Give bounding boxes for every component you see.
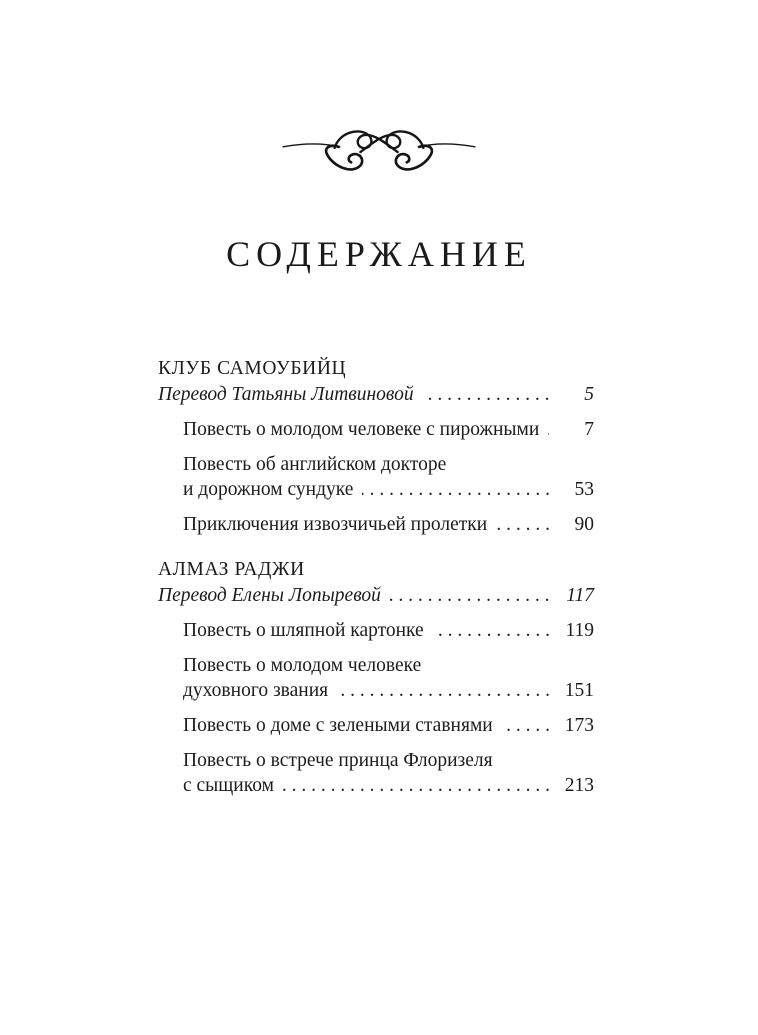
toc-entry [158,713,594,738]
dot-leader [362,477,550,502]
entry-title-line1: Повесть о встрече принца Флоризеля [183,750,493,771]
calligraphic-flourish-icon [281,126,477,178]
dot-leader [496,512,550,537]
translator-name: Перевод Елены Лопыревой [158,585,381,606]
toc-section-almaz-radzhi [158,557,594,798]
page-number: 117 [566,585,594,606]
page-number: 53 [574,479,594,500]
dot-leader [283,773,550,798]
dot-leader [423,382,550,407]
dot-leader [502,713,550,738]
entry-title-line2: духовного звания [183,680,329,701]
entry-title: Повесть о молодом человеке с пирожными [183,419,540,440]
ornament-row [0,0,758,178]
dot-leader [548,417,550,442]
toc-entry [158,653,594,703]
translator-name: Перевод Татьяны Литвиновой [158,384,414,405]
page-title: СОДЕРЖАНИЕ [226,234,532,274]
page-number: 151 [564,680,594,701]
translator-row [158,382,594,407]
toc-entry [158,512,594,537]
translator-row [158,583,594,608]
toc-section-klub-samoubiyts [158,356,594,537]
entry-title-line1: Повесть о молодом человеке [183,655,422,676]
page-number: 119 [565,620,594,641]
entry-title: Повесть о доме с зелеными ставнями [183,715,493,736]
toc-entry [158,618,594,643]
toc-entry [158,417,594,442]
page-number: 90 [574,514,594,535]
toc-entry [158,452,594,502]
section-heading: АЛМАЗ РАДЖИ [158,559,305,580]
dot-leader [433,618,550,643]
entry-title: Повесть о шляпной картонке [183,620,424,641]
toc-entry [158,748,594,798]
page-number: 213 [564,775,594,796]
dot-leader [337,678,550,703]
entry-title: Приключения извозчичьей пролетки [183,514,488,535]
page-number: 173 [564,715,594,736]
page-number: 7 [584,419,594,440]
toc-list [158,356,594,798]
entry-title-line2: с сыщиком [183,775,274,796]
entry-title-line2: и дорожном сундуке [183,479,354,500]
page-number: 5 [584,384,594,405]
dot-leader [390,583,550,608]
entry-title-line1: Повесть об английском докторе [183,454,447,475]
section-heading: КЛУБ САМОУБИЙЦ [158,358,347,379]
